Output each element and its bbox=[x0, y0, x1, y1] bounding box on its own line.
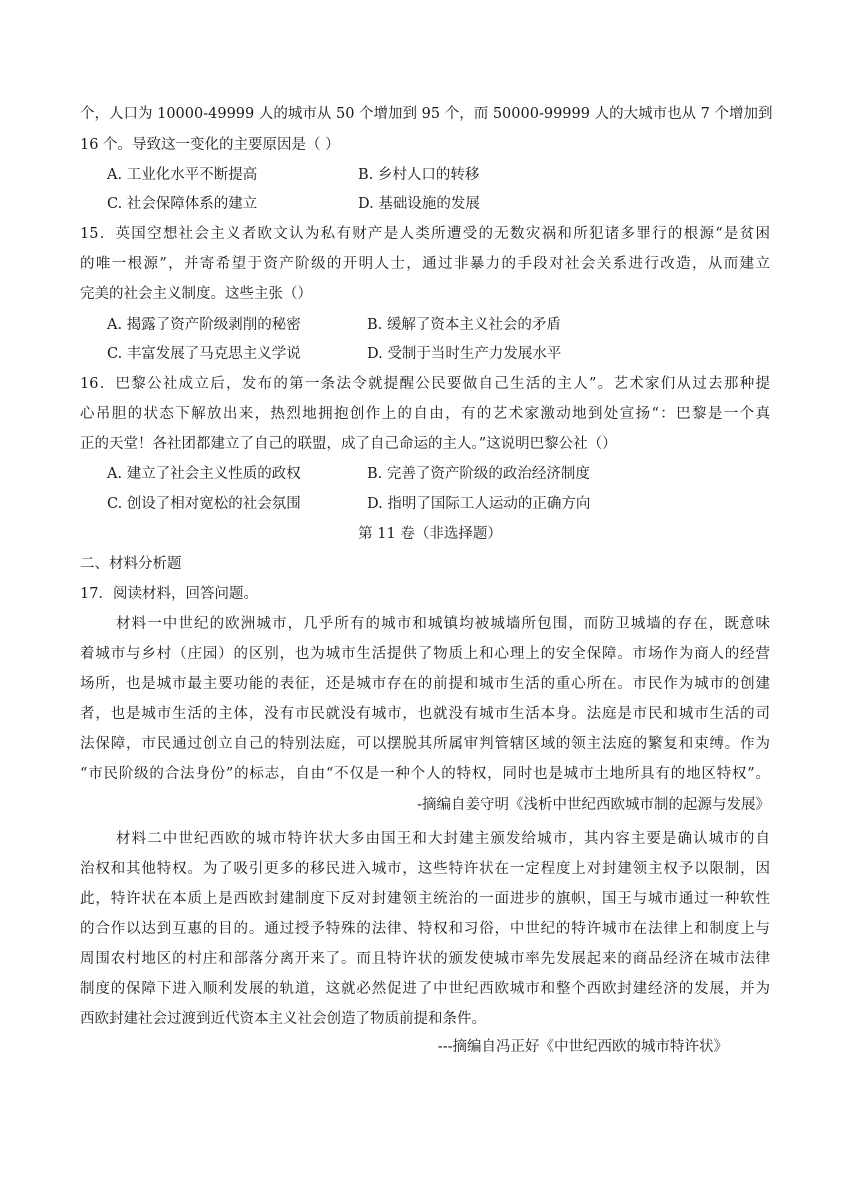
q14-option-a: A. 工业化水平不断提高 bbox=[107, 167, 258, 183]
q14-line-1: 个，人口为 10000-49999 人的城市从 50 个增加到 95 个，而 50000-99999 人的大城市也从 7 个增加到 bbox=[80, 106, 773, 122]
material1-line-4: 者，也是城市生活的主体，没有市民就没有城市，也就没有城市生活本身。法庭是市民和城市生活的司 bbox=[80, 706, 770, 722]
q16-option-c: C. 创设了相对宽松的社会氛围 bbox=[107, 496, 301, 512]
material1-line-5: 法保障，市民通过创立自己的特别法庭，可以摆脱其所属审判管辖区域的领主法庭的繁复和束缚。作为 bbox=[80, 736, 770, 752]
material2-source: ---摘编自冯正好《中世纪西欧的城市特许状》 bbox=[437, 1039, 728, 1055]
material2-line-6: 制度的保障下进入顺利发展的轨道，这就必然促进了中世纪西欧城市和整个西欧封建经济的发展，并为 bbox=[80, 981, 770, 997]
q16-line-3: 正的天堂！各社团都建立了自己的联盟，成了自己命运的主人。”这说明巴黎公社（） bbox=[80, 436, 617, 452]
q14-option-d: D. 基础设施的发展 bbox=[358, 196, 480, 212]
q15-option-a: A. 揭露了资产阶级剥削的秘密 bbox=[107, 317, 301, 333]
material2-line-5: 周围农村地区的村庄和部落分离开来了。而且特许状的颁发使城市率先发展起来的商品经济在城市法律 bbox=[80, 951, 770, 967]
q16-option-b: B. 完善了资产阶级的政治经济制度 bbox=[367, 466, 590, 482]
material1-line-2: 着城市与乡村（庄园）的区别，也为城市生活提供了物质上和心理上的安全保障。市场作为商人的经营 bbox=[80, 646, 770, 662]
q14-line-2: 16 个。导致这一变化的主要原因是（ ） bbox=[80, 137, 340, 153]
material2-line-1: 材料二中世纪西欧的城市特许状大多由国王和大封建主颁发给城市，其内容主要是确认城市的自 bbox=[116, 831, 770, 847]
q15-line-1: 15．英国空想社会主义者欧文认为私有财产是人类所遭受的无数灾祸和所犯诸多罪行的根源“是贫困 bbox=[80, 226, 770, 242]
q15-line-2: 的唯一根源”，并寄希望于资产阶级的开明人士，通过非暴力的手段对社会关系进行改造，从而建立 bbox=[80, 256, 770, 272]
volume-title: 第 11 卷（非选择题） bbox=[358, 526, 502, 542]
q17-intro: 17．阅读材料，回答问题。 bbox=[80, 586, 258, 602]
q14-option-b: B. 乡村人口的转移 bbox=[358, 167, 480, 183]
material1-source: -摘编自姜守明《浅析中世纪西欧城市制的起源与发展》 bbox=[417, 797, 770, 813]
material2-line-2: 治权和其他特权。为了吸引更多的移民进入城市，这些特许状在一定程度上对封建领主权予以限制，因 bbox=[80, 861, 770, 877]
q15-line-3: 完美的社会主义制度。这些主张（） bbox=[80, 286, 312, 302]
material2-line-4: 的合作以达到互惠的目的。通过授予特殊的法律、特权和习俗，中世纪的特许城市在法律上和制度上与 bbox=[80, 921, 770, 937]
material2-line-7: 西欧封建社会过渡到近代资本主义社会创造了物质前提和条件。 bbox=[80, 1011, 486, 1027]
q16-option-a: A. 建立了社会主义性质的政权 bbox=[107, 466, 301, 482]
q14-option-c: C. 社会保障体系的建立 bbox=[107, 196, 258, 212]
material1-line-3: 场所，也是城市最主要功能的表征，还是城市存在的前提和城市生活的重心所在。市民作为城市的创建 bbox=[80, 676, 770, 692]
material1-line-1: 材料一中世纪的欧洲城市，几乎所有的城市和城镇均被城墙所包围，而防卫城墙的存在，既意味 bbox=[116, 616, 770, 632]
material2-line-3: 此，特许状在本质上是西欧封建制度下反对封建领主统治的一面进步的旗帜，国王与城市通过一种软性 bbox=[80, 891, 770, 907]
q15-option-c: C. 丰富发展了马克思主义学说 bbox=[107, 346, 301, 362]
q16-line-2: 心吊胆的状态下解放出来，热烈地拥抱创作上的自由，有的艺术家激动地到处宣扬“：巴黎是一个真 bbox=[80, 406, 770, 422]
q15-option-b: B. 缓解了资本主义社会的矛盾 bbox=[367, 317, 561, 333]
section-title: 二、材料分析题 bbox=[80, 556, 182, 572]
q16-option-d: D. 指明了国际工人运动的正确方向 bbox=[367, 496, 591, 512]
q15-option-d: D. 受制于当时生产力发展水平 bbox=[367, 346, 562, 362]
q16-line-1: 16．巴黎公社成立后，发布的第一条法令就提醒公民要做自己生活的主人”。艺术家们从过去那种提 bbox=[80, 376, 770, 392]
material1-line-6: “市民阶级的合法身份”的标志，自由“不仅是一种个人的特权，同时也是城市土地所具有的地区特权”。 bbox=[80, 766, 770, 782]
